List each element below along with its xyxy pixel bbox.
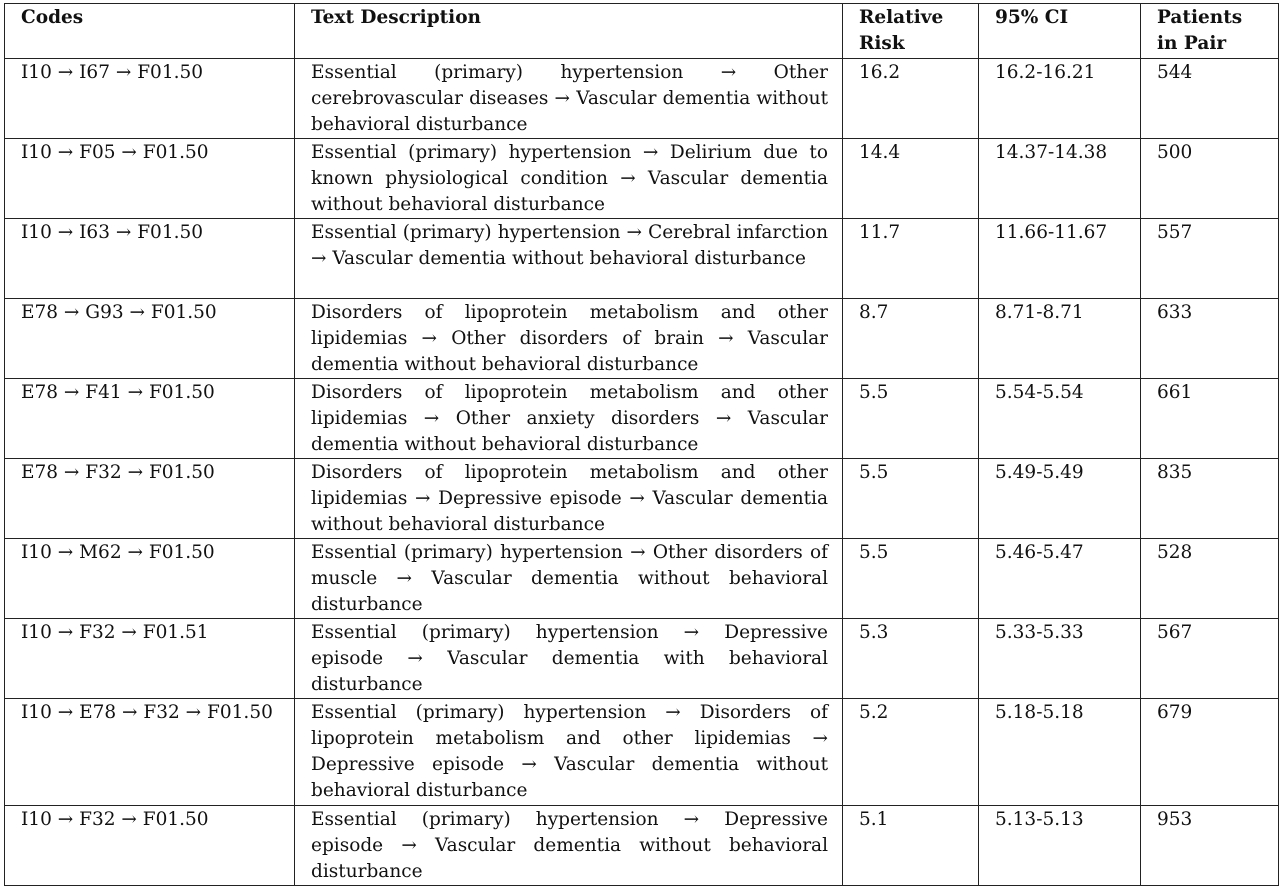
cell-patients: 528 — [1141, 539, 1279, 619]
cell-patients: 661 — [1141, 379, 1279, 459]
cell-ci: 5.46-5.47 — [979, 539, 1141, 619]
cell-description: Essential (primary) hypertension → Other cerebrovascular diseases → Vascular dementia without behavioral disturbance — [295, 59, 843, 139]
cell-relative-risk: 5.1 — [843, 806, 979, 886]
cell-ci: 16.2-16.21 — [979, 59, 1141, 139]
cell-codes: I10 → F32 → F01.50 — [5, 806, 295, 886]
table-row — [5, 299, 1279, 379]
cell-relative-risk: 8.7 — [843, 299, 979, 379]
cell-patients: 633 — [1141, 299, 1279, 379]
header-description: Text Description — [295, 4, 843, 59]
cell-relative-risk: 5.5 — [843, 539, 979, 619]
table-row — [5, 219, 1279, 299]
table-row — [5, 619, 1279, 699]
table-row — [5, 59, 1279, 139]
cell-relative-risk: 11.7 — [843, 219, 979, 299]
cell-description: Essential (primary) hypertension → Other disorders of muscle → Vascular dementia without behavioral disturbance — [295, 539, 843, 619]
cell-description: Essential (primary) hypertension → Depressive episode → Vascular dementia without behavioral disturbance — [295, 806, 843, 886]
cell-codes: I10 → E78 → F32 → F01.50 — [5, 699, 295, 806]
cell-ci: 8.71-8.71 — [979, 299, 1141, 379]
cell-relative-risk: 16.2 — [843, 59, 979, 139]
table-row — [5, 459, 1279, 539]
cell-ci: 5.49-5.49 — [979, 459, 1141, 539]
cell-codes: I10 → F32 → F01.51 — [5, 619, 295, 699]
cell-ci: 11.66-11.67 — [979, 219, 1141, 299]
cell-codes: I10 → F05 → F01.50 — [5, 139, 295, 219]
cell-ci: 5.13-5.13 — [979, 806, 1141, 886]
cell-description: Disorders of lipoprotein metabolism and other lipidemias → Other anxiety disorders → Vascular dementia without behavioral disturbance — [295, 379, 843, 459]
header-patients: Patients in Pair — [1141, 4, 1279, 59]
cell-description: Essential (primary) hypertension → Disorders of lipoprotein metabolism and other lipidemias → Depressive episode → Vascular dementia without behavioral disturbance — [295, 699, 843, 806]
cell-relative-risk: 5.3 — [843, 619, 979, 699]
cell-ci: 5.33-5.33 — [979, 619, 1141, 699]
cell-description: Essential (primary) hypertension → Depressive episode → Vascular dementia with behavioral disturbance — [295, 619, 843, 699]
cell-patients: 835 — [1141, 459, 1279, 539]
table-row — [5, 139, 1279, 219]
cell-relative-risk: 14.4 — [843, 139, 979, 219]
table-row — [5, 806, 1279, 886]
cell-codes: E78 → F32 → F01.50 — [5, 459, 295, 539]
cell-patients: 500 — [1141, 139, 1279, 219]
cell-relative-risk: 5.5 — [843, 459, 979, 539]
cell-ci: 14.37-14.38 — [979, 139, 1141, 219]
cell-codes: I10 → M62 → F01.50 — [5, 539, 295, 619]
header-codes: Codes — [5, 4, 295, 59]
header-relative-risk: Relative Risk — [843, 4, 979, 59]
cell-codes: E78 → F41 → F01.50 — [5, 379, 295, 459]
cell-codes: E78 → G93 → F01.50 — [5, 299, 295, 379]
cell-description: Disorders of lipoprotein metabolism and other lipidemias → Other disorders of brain → Vascular dementia without behavioral disturbance — [295, 299, 843, 379]
cell-ci: 5.18-5.18 — [979, 699, 1141, 806]
table-row — [5, 379, 1279, 459]
cell-patients: 679 — [1141, 699, 1279, 806]
table-row — [5, 699, 1279, 806]
cell-ci: 5.54-5.54 — [979, 379, 1141, 459]
cell-codes: I10 → I63 → F01.50 — [5, 219, 295, 299]
cell-relative-risk: 5.5 — [843, 379, 979, 459]
cell-patients: 567 — [1141, 619, 1279, 699]
cell-patients: 953 — [1141, 806, 1279, 886]
table-row — [5, 539, 1279, 619]
cell-description: Essential (primary) hypertension → Cerebral infarction → Vascular dementia without behavioral disturbance — [295, 219, 843, 299]
cell-relative-risk: 5.2 — [843, 699, 979, 806]
cell-description: Essential (primary) hypertension → Delirium due to known physiological condition → Vascular dementia without behavioral disturbance — [295, 139, 843, 219]
cell-codes: I10 → I67 → F01.50 — [5, 59, 295, 139]
cell-patients: 557 — [1141, 219, 1279, 299]
results-table — [4, 3, 1279, 886]
header-row — [5, 4, 1279, 59]
header-ci: 95% CI — [979, 4, 1141, 59]
cell-patients: 544 — [1141, 59, 1279, 139]
cell-description: Disorders of lipoprotein metabolism and other lipidemias → Depressive episode → Vascular dementia without behavioral disturbance — [295, 459, 843, 539]
